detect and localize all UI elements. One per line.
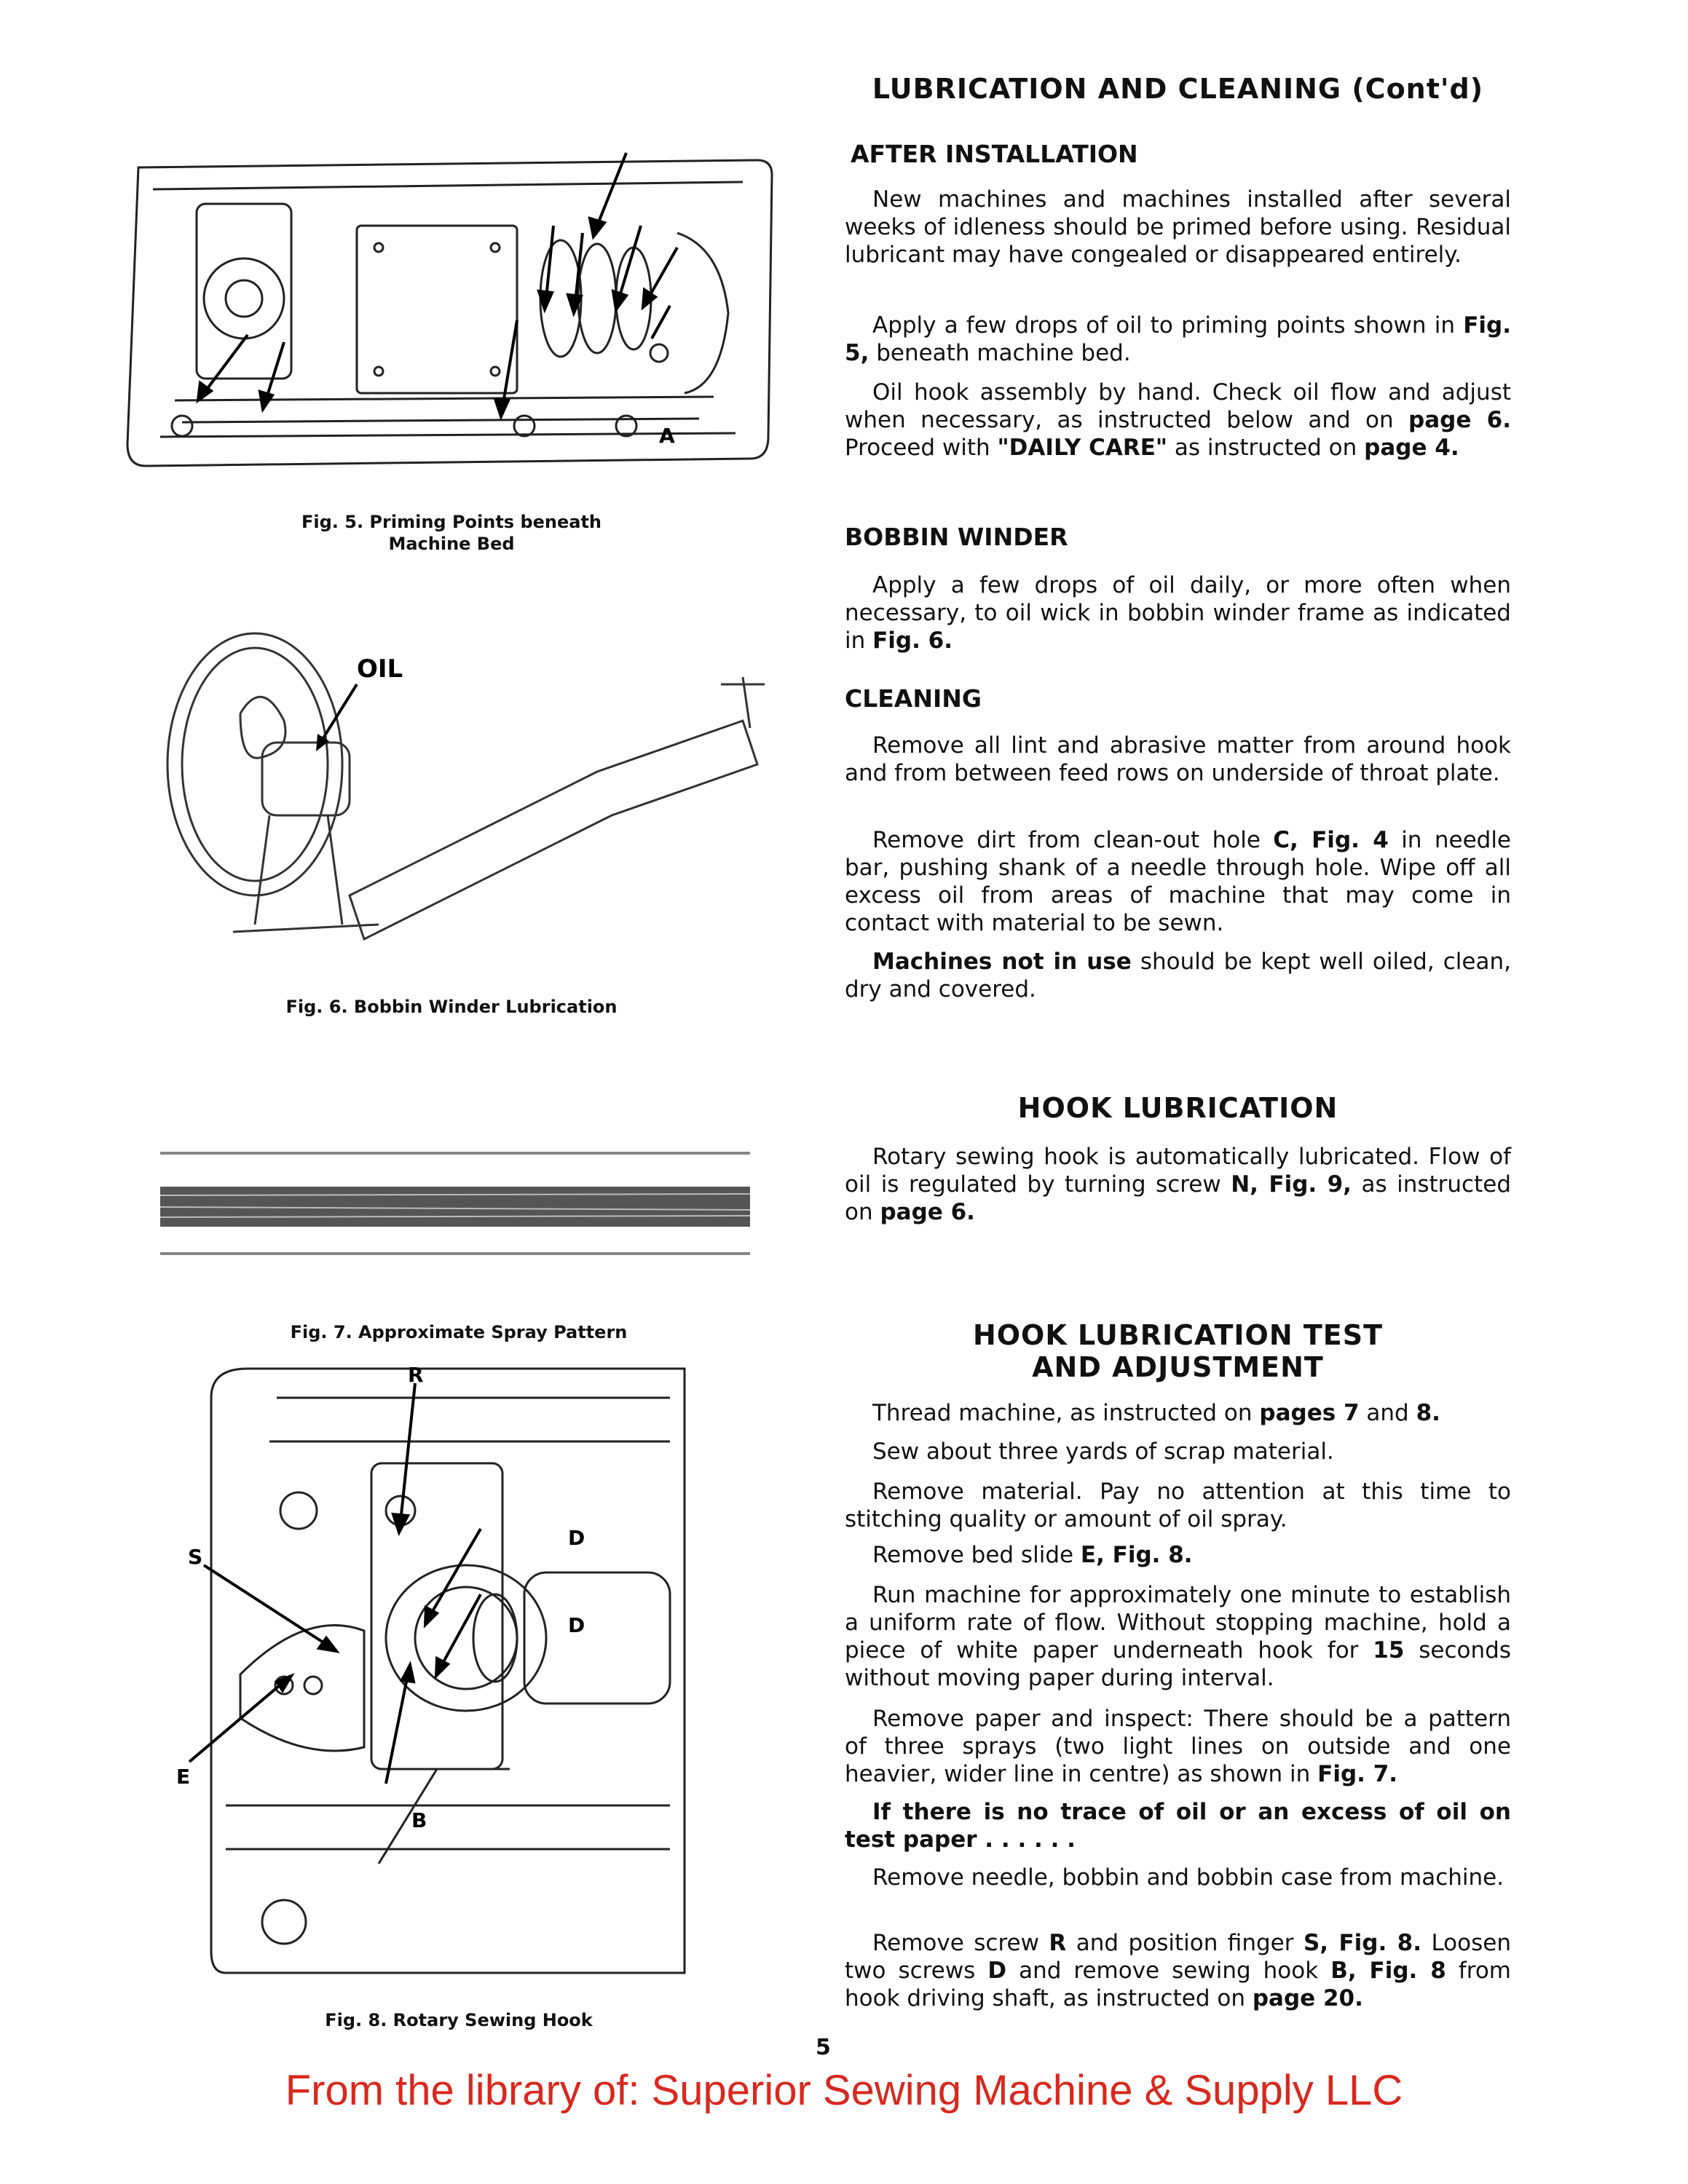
- hook-test-step4: Remove bed slide E, Fig. 8.: [872, 1542, 1193, 1568]
- page-title: LUBRICATION AND CLEANING (Cont'd): [872, 73, 1484, 105]
- figure-5-priming-points: [117, 146, 786, 495]
- after-installation-p2: Apply a few drops of oil to priming points shown in Fig. 5, beneath machine bed.: [845, 312, 1511, 366]
- hook-lubrication-heading: HOOK LUBRICATION: [1017, 1092, 1338, 1124]
- hook-test-heading-line1: HOOK LUBRICATION TEST: [972, 1319, 1384, 1351]
- label-s: S: [188, 1545, 203, 1569]
- cleaning-p3: Machines not in use should be kept well oiled, clean, dry and covered.: [845, 949, 1511, 1002]
- library-footer: From the library of: Superior Sewing Machine & Supply LLC: [285, 2067, 1403, 2114]
- figure-8-caption: Fig. 8. Rotary Sewing Hook: [325, 2010, 593, 2030]
- figure-6-caption: Fig. 6. Bobbin Winder Lubrication: [285, 997, 618, 1017]
- hook-test-header: [845, 1319, 1511, 1383]
- figure-6-bobbin-winder: [146, 619, 786, 983]
- bobbin-winder-heading: BOBBIN WINDER: [845, 523, 1068, 551]
- hook-lubrication-header: [845, 1092, 1511, 1124]
- label-oil: OIL: [357, 654, 403, 684]
- rotary-hook-illustration: [160, 1354, 757, 1987]
- figure-7-spray-pattern: [160, 1143, 750, 1263]
- machine-bed-illustration: [117, 146, 786, 495]
- figure-7-caption: Fig. 7. Approximate Spray Pattern: [290, 1322, 628, 1342]
- hook-lubrication-p1: Rotary sewing hook is automatically lubricated. Flow of oil is regulated by turning screw N, Fig. 9, as instructed on page 6.: [845, 1144, 1512, 1225]
- after-installation-p1: New machines and machines installed after several weeks of idleness should be primed before using. Residual lubricant may have congealed or disappeared entirely.: [845, 186, 1511, 268]
- label-r: R: [408, 1363, 424, 1387]
- hook-test-step1: Thread machine, as instructed on pages 7 and 8.: [872, 1400, 1440, 1426]
- page-number: 5: [816, 2035, 831, 2060]
- bobbin-winder-illustration: [146, 619, 786, 983]
- after-installation-heading: AFTER INSTALLATION: [851, 140, 1138, 168]
- label-e: E: [176, 1765, 191, 1789]
- label-d-upper: D: [568, 1526, 585, 1550]
- page-header: [845, 73, 1511, 105]
- hook-test-step5: Run machine for approximately one minute to establish a uniform rate of flow. Without stopping machine, hold a piece of white paper underneath hook for 15 seconds without moving paper during interval.: [845, 1582, 1511, 1691]
- figure-5-caption: [269, 511, 634, 555]
- hook-test-step3: Remove material. Pay no attention at this time to stitching quality or amount of oil spray.: [845, 1479, 1511, 1532]
- hook-test-step7: If there is no trace of oil or an excess of oil on test paper . . . . . .: [845, 1799, 1511, 1853]
- label-a: A: [659, 424, 675, 448]
- hook-test-step9: Remove screw R and position finger S, Fig. 8. Loosen two screws D and remove sewing hook B, Fig. 8 from hook driving shaft, as instructed on page 20.: [845, 1930, 1511, 2011]
- figure-5-caption-line2: Machine Bed: [388, 534, 515, 554]
- figure-5-caption-line1: Fig. 5. Priming Points beneath: [301, 512, 602, 532]
- spray-pattern-illustration: [160, 1143, 750, 1263]
- hook-test-step6: Remove paper and inspect: There should be a pattern of three sprays (two light lines on outside and one heavier, wider line in centre) as shown in Fig. 7.: [845, 1706, 1511, 1787]
- after-installation-p3: Oil hook assembly by hand. Check oil flow and adjust when necessary, as instructed below and on page 6. Proceed with "DAILY CARE" as instructed on page 4.: [845, 379, 1512, 461]
- cleaning-p2: Remove dirt from clean-out hole C, Fig. 4 in needle bar, pushing shank of a needle through hole. Wipe off all excess oil from areas of machine that may come in contact with material to be sewn.: [845, 827, 1512, 936]
- cleaning-heading: CLEANING: [845, 684, 982, 713]
- hook-test-step2: Sew about three yards of scrap material.: [872, 1439, 1334, 1465]
- label-d-lower: D: [568, 1613, 585, 1637]
- hook-test-step8: Remove needle, bobbin and bobbin case from machine.: [872, 1864, 1504, 1891]
- hook-test-heading-line2: AND ADJUSTMENT: [1032, 1351, 1324, 1383]
- figure-8-rotary-hook: [160, 1354, 757, 1987]
- cleaning-p1: Remove all lint and abrasive matter from around hook and from between feed rows on underside of throat plate.: [845, 732, 1511, 786]
- bobbin-winder-p1: Apply a few drops of oil daily, or more often when necessary, to oil wick in bobbin winder frame as indicated in Fig. 6.: [845, 572, 1511, 654]
- label-b: B: [411, 1808, 427, 1832]
